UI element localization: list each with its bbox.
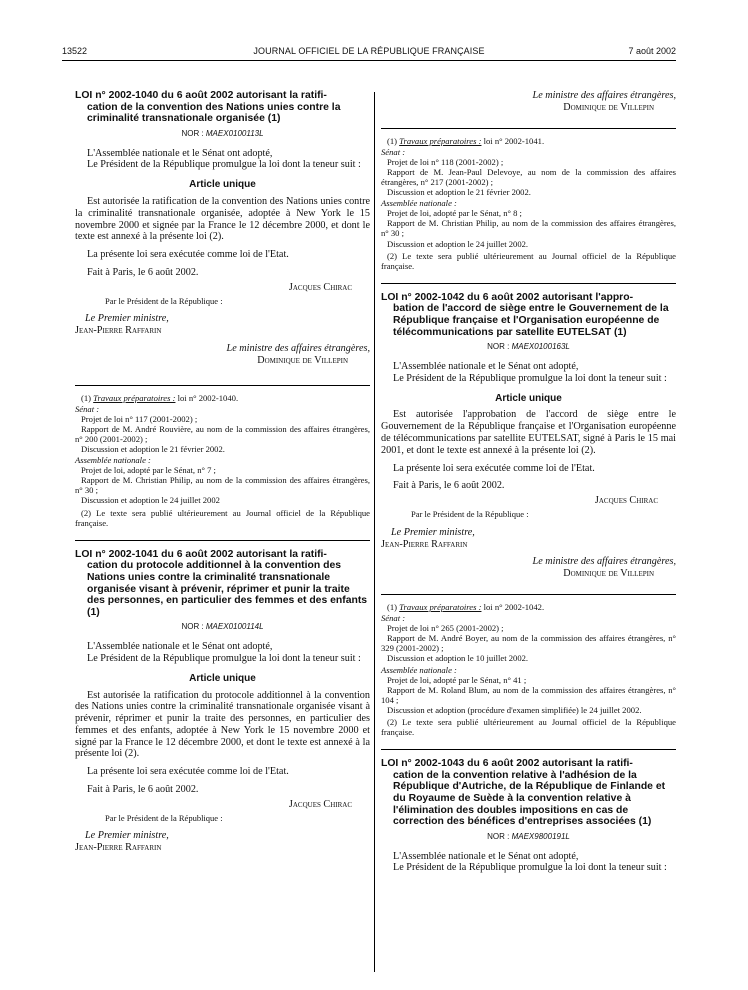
text-line: LOI n° 2002-1043 du 6 août 2002 autorisant la ratifi- [381,758,633,770]
law-1040-minister-name: Dominique de Villepin [257,354,348,366]
law-1042-minister-name: Dominique de Villepin [563,568,654,580]
law-1042-fait: Fait à Paris, le 6 août 2002. [393,480,505,492]
law-1040-article-heading: Article unique [189,179,256,191]
text-line: LOI n° 2002-1041 du 6 août 2002 autorisant la ratifi- [75,548,327,560]
law-1042-nor: NOR : MAEX0100163L [487,342,570,352]
law-1041-notes: (1) Travaux préparatoires : loi n° 2002-1041. Sénat : Projet de loi n° 118 (2001-2002) ; Rapport de M. Jean-Paul Delevoye, au nom de la commission des affaires étrangères, n° 217 (2001-2002) ; Discussion et adoption le 21 février 2002. Assemblée nationale : Projet de loi, adopté par le Sénat, n° 8 ; Rapport de M. Christian Philip, au nom de la commission des affaires étrangères, n° 30 ; Discussion et adoption le 24 juillet 2002. (2) Le texte sera publié ultérieurement au Journal officiel de la République française. [381,135,676,271]
text-line: (2) Le texte sera publié ultérieurement au Journal officiel de la République française. [381,250,676,271]
law-1040-notes-rule [75,385,370,386]
text-line: Projet de loi n° 117 (2001-2002) ; [81,413,198,424]
law-1041-rule [75,540,370,541]
text-line: Discussion et adoption (procédure d'examen simplifiée) le 24 juillet 2002. [387,704,642,715]
text-line: Discussion et adoption le 21 février 2002. [387,187,531,198]
law-1042-pm-name: Jean-Pierre Raffarin [381,538,468,550]
text-line: loi n° 2002-1040. [177,392,239,403]
text-line: MAEX0100114L [205,622,264,632]
law-1042-promulgate: Le Président de la République promulgue la loi dont la teneur suit : [393,372,667,384]
law-1040-fait: Fait à Paris, le 6 août 2002. [87,266,199,278]
text-line: Rapport de M. Jean-Paul Delevoye, au nom de la commission des affaires étrangères, n° 217 (2001-2002) ; [381,166,676,187]
law-1041-nor: NOR : MAEX0100114L [181,622,264,632]
text-line: LOI n° 2002-1042 du 6 août 2002 autorisant l'appro- [381,291,634,303]
law-1040-minister-title: Le ministre des affaires étrangères, [226,342,370,354]
page-header [62,46,676,60]
text-line: (2) Le texte sera publié ultérieurement au Journal officiel de la République française. [381,716,676,738]
text-line: cation de la convention relative à l'adhésion de la République d'Autriche, de la République de Finlande et du Royaume de Suède à la convention relative à l'élimination des doubles impositions en cas de correction des bénéfices d'entreprises associées (1) [393,769,666,828]
law-1041-par: Par le Président de la République : [105,812,223,823]
text-line: Sénat : [381,613,406,624]
text-line: Travaux préparatoires : [399,601,482,612]
text-line: Projet de loi, adopté par le Sénat, n° 7 ; [81,465,216,476]
text-line: LOI n° 2002-1040 du 6 août 2002 autorisant la ratifi- [75,90,327,101]
text-line: Discussion et adoption le 24 juillet 2002 [81,495,220,506]
text-line: cation du protocole additionnel à la convention des Nations unies contre la criminalité transnationale organisée visant à prévenir, réprimer et punir la traite des personnes, en particulier des femmes et des enfants (1) [87,560,368,618]
law-1041-execution: La présente loi sera exécutée comme loi de l'Etat. [87,766,289,778]
law-1042-rule [381,283,676,284]
text-line: (2) Le texte sera publié ultérieurement au Journal officiel de la République française. [75,507,370,528]
law-1042-par: Par le Président de la République : [411,508,529,519]
law-1040-pm-name: Jean-Pierre Raffarin [75,325,162,337]
issue-date: 7 août 2002 [628,46,676,56]
text-line: Rapport de M. André Rouvière, au nom de la commission des affaires étrangères, n° 200 (2001-2002) ; [75,423,370,444]
law-1043-adopted: L'Assemblée nationale et le Sénat ont adopté, [393,850,579,862]
text-line: Sénat : [381,146,406,157]
law-1043-title [381,758,676,828]
law-1040-pm-title: Le Premier ministre, [85,313,169,325]
law-1040-promulgate: Le Président de la République promulgue la loi dont la teneur suit : [87,159,361,171]
page-number: 13522 [62,46,88,56]
left-column [75,70,370,854]
text-line: Travaux préparatoires : [399,135,482,146]
law-1040-president: Jacques Chirac [288,281,352,293]
text-line: loi n° 2002-1042. [483,601,545,612]
journal-title: JOURNAL OFFICIEL DE LA RÉPUBLIQUE FRANÇAISE [253,46,485,56]
law-1042-minister-title: Le ministre des affaires étrangères, [532,556,676,568]
text-line: Discussion et adoption le 21 février 2002. [81,444,225,454]
law-1041-president: Jacques Chirac [288,798,352,810]
law-1041-minister-name: Dominique de Villepin [563,101,654,113]
text-line: MAEX0100113L [205,128,264,138]
column-separator [374,92,375,972]
text-line: Assemblée nationale : [381,198,457,209]
law-1040-adopted: L'Assemblée nationale et le Sénat ont adopté, [87,147,273,159]
text-line: Projet de loi n° 118 (2001-2002) ; [387,156,504,167]
law-1041-adopted: L'Assemblée nationale et le Sénat ont adopté, [87,641,273,653]
law-1042-notes: (1) Travaux préparatoires : loi n° 2002-1042. Sénat : Projet de loi n° 265 (2001-2002) ; Rapport de M. André Boyer, au nom de la commission des affaires étrangères, n° 329 (2001-2002) ; Discussion et adoption le 10 juillet 2002. Assemblée nationale : Projet de loi, adopté par le Sénat, n° 41 ; Rapport de M. Roland Blum, au nom de la commission des affaires étrangères, n° 104 ; Discussion et adoption (procédure d'examen simplifiée) le 24 juillet 2002. (2) Le texte sera publié ultérieurement au Journal officiel de la République française. [381,601,676,738]
text-line: loi n° 2002-1041. [483,135,545,146]
text-line: Discussion et adoption le 24 juillet 2002. [387,238,529,249]
text-line: Assemblée nationale : [75,455,151,466]
law-1041-minister-title: Le ministre des affaires étrangères, [532,90,676,101]
law-1040-notes: (1) Travaux préparatoires : loi n° 2002-1040. Sénat : Projet de loi n° 117 (2001-2002) ; Rapport de M. André Rouvière, au nom de la commission des affaires étrangères, n° 200 (2001-2002) ; Discussion et adoption le 21 février 2002. Assemblée nationale : Projet de loi, adopté par le Sénat, n° 7 ; Rapport de M. Christian Philip, au nom de la commission des affaires étrangères, n° 30 ; Discussion et adoption le 24 juillet 2002 (2) Le texte sera publié ultérieurement au Journal officiel de la République française. [75,392,370,528]
text-line: Rapport de M. Christian Philip, au nom de la commission des affaires étrangères, n° 30 ; [75,475,370,496]
law-1042-pm-title: Le Premier ministre, [391,526,475,538]
law-1040-nor: NOR : MAEX0100113L [181,128,264,138]
law-1041-fait: Fait à Paris, le 6 août 2002. [87,784,199,796]
law-1043-promulgate: Le Président de la République promulgue la loi dont la teneur suit : [393,862,667,874]
right-column [381,70,676,874]
law-1042-article-heading: Article unique [495,392,562,404]
law-1041-promulgate: Le Président de la République promulgue la loi dont la teneur suit : [87,652,361,664]
text-line: Assemblée nationale : [381,664,457,675]
text-line: cation de la convention des Nations unies contre la criminalité transnationale organisée (1) [87,101,341,125]
law-1042-president: Jacques Chirac [594,495,658,507]
text-line: Rapport de M. André Boyer, au nom de la commission des affaires étrangères, n° 329 (2001-2002) ; [381,633,676,654]
law-1040-par: Par le Président de la République : [105,295,223,306]
law-1040-execution: La présente loi sera exécutée comme loi de l'Etat. [87,249,289,261]
text-line: bation de l'accord de siège entre le Gouvernement de la République française et l'Organisation européenne de télécommunications par satellite EUTELSAT (1) [393,303,669,338]
law-1042-title [381,292,676,338]
text-line: Sénat : [75,403,100,414]
header-rule [62,60,676,61]
law-1043-rule [381,749,676,750]
text-line: Discussion et adoption le 10 juillet 2002. [387,653,529,664]
text-line: Projet de loi, adopté par le Sénat, n° 8 ; [387,208,522,219]
law-1041-article-body: Est autorisée la ratification du protocole additionnel à la convention des Nations unies contre la criminalité transnationale organisée visant à prévenir, réprimer et punir la traite des personnes, en particulier des femmes et des enfants, adoptée à New York le 15 novembre 2000 et signé par la France le 12 décembre 2000, et dont le texte est annexé à la présente loi (2). [75,689,370,760]
law-1040-title [75,90,370,125]
law-1041-article-heading: Article unique [189,672,256,684]
law-1042-notes-rule [381,594,676,595]
text-line: Travaux préparatoires : [93,392,176,403]
text-line: Projet de loi, adopté par le Sénat, n° 41 ; [387,674,527,685]
law-1040-article-body: Est autorisée la ratification de la convention des Nations unies contre la criminalité transnationale organisée, adoptée à New York le 15 novembre 2000 et signée par la France le 12 décembre 2000, et dont le texte est annexé à la présente loi (2). [75,195,370,243]
text-line: Rapport de M. Christian Philip, au nom de la commission des affaires étrangères, n° 30 ; [381,218,676,239]
law-1041-notes-rule [381,128,676,129]
text-line: MAEX9800191L [511,831,570,841]
law-1041-title [75,549,370,619]
text-line: MAEX0100163L [511,342,570,352]
law-1041-pm-name: Jean-Pierre Raffarin [75,842,162,854]
text-line: Projet de loi n° 265 (2001-2002) ; [387,623,504,634]
law-1043-nor: NOR : MAEX9800191L [487,831,570,841]
law-1042-execution: La présente loi sera exécutée comme loi de l'Etat. [393,462,595,474]
law-1041-pm-title: Le Premier ministre, [85,830,169,842]
law-1042-adopted: L'Assemblée nationale et le Sénat ont adopté, [393,360,579,372]
text-line: Rapport de M. Roland Blum, au nom de la commission des affaires étrangères, n° 104 ; [381,684,676,705]
law-1042-article-body: Est autorisée l'approbation de l'accord de siège entre le Gouvernement de la République française et l'Organisation européenne de télécommunications par satellite EUTELSAT, signé à Paris le 15 mai 2001, et dont le texte est annexé à la présente loi (2). [381,409,676,456]
